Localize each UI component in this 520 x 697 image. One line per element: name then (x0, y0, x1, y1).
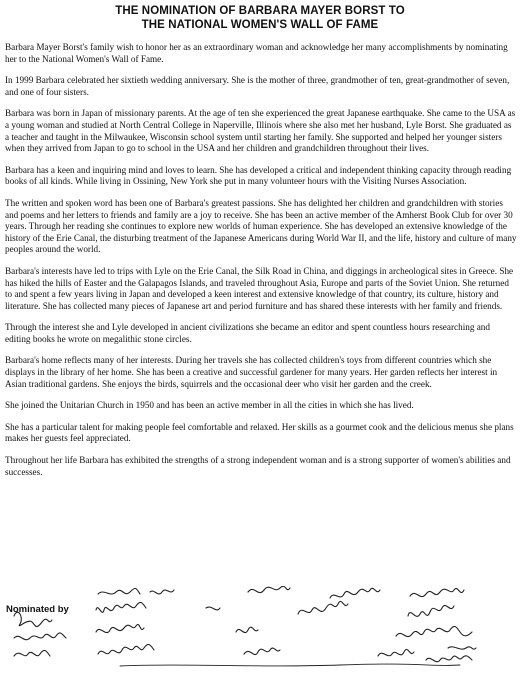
paragraph: Barbara's interests have led to trips with Lyle on the Erie Canal, the Silk Road in China, and diggings in archeological sites in Greece. She has hiked the hills of Easter and the Galapagos Islands, and traveled throughout Asia, Europe and parts of the Soviet Union. She returned to and spent a few years living in Japan and developed a keen interest and extensive knowledge of that country, its culture, history and literature. She has collected many pieces of Japanese art and period furniture and has shared these interests with her family and friends. (5, 265, 514, 311)
handwritten-signatures (0, 586, 520, 692)
document-title (0, 4, 520, 32)
paragraph: In 1999 Barbara celebrated her sixtieth wedding anniversary. She is the mother of three, grandmother of ten, great-grandmother of seven, and one of four sisters. (5, 75, 510, 97)
paragraph: She has a particular talent for making people feel comfortable and relaxed. Her skills as a gourmet cook and the delicious menus she plans makes her guests feel appreciated. (5, 421, 514, 444)
title-line-2: THE NATIONAL WOMEN'S WALL OF FAME (141, 19, 379, 31)
document-body (5, 42, 517, 488)
paragraph: Barbara Mayer Borst's family wish to honor her as an extraordinary woman and acknowledge her many accomplishments by nominating her to the National Women's Wall of Fame. (5, 42, 508, 64)
paragraph: Barbara has a keen and inquiring mind and loves to learn. She has developed a critical and independent thinking capacity through reading books of all kinds. While living in Ossining, New York she put in many volunteer hours with the Visiting Nurses Association. (5, 164, 512, 187)
nominated-by-label: Nominated by (6, 604, 69, 615)
paragraph: She joined the Unitarian Church in 1950 and has been an active member in all the cities in which she has lived. (5, 400, 414, 411)
paragraph: Barbara was born in Japan of missionary parents. At the age of ten she experienced the great Japanese earthquake. She came to the USA as a young woman and studied at North Central College in Naperville, Illinois where she also met her husband, Lyle Borst. She graduated as a teacher and taught in the Milwaukee, Wisconsin school system until starting her family. She supported and helped her younger sisters when they arrived from Japan to go to school in the USA and her children and grandchildren throughout their lives. (5, 108, 516, 154)
paragraph: Barbara's home reflects many of her interests. During her travels she has collected children's toys from different countries which she displays in the library of her home. She has been a creative and successful gardener for many years. Her garden reflects her interest in Asian traditional gardens. She enjoys the birds, squirrels and the occasional deer who visit her garden and the creek. (5, 355, 498, 389)
paragraph: Through the interest she and Lyle developed in ancient civilizations she became an editor and spent countless hours researching and editing books he wrote on megalithic stone circles. (5, 322, 490, 344)
title-line-1: THE NOMINATION OF BARBARA MAYER BORST TO (115, 5, 405, 17)
signatures-area (0, 586, 520, 692)
paragraph: Throughout her life Barbara has exhibited the strengths of a strong independent woman and is a strong supporter of women's abilities and successes. (5, 455, 511, 477)
paragraph: The written and spoken word has been one of Barbara's greatest passions. She has delighted her children and grandchildren with stories and poems and her letters to friends and family are a joy to receive. She has been an active member of the Amherst Book Club for over 30 years. Through her reading she continues to explore new worlds of human experience. She has developed an extensive knowledge of the history of the Erie Canal, the disturbing treatment of the Japanese Americans during World War II, and the life, history and culture of many peoples around the world. (5, 197, 517, 255)
